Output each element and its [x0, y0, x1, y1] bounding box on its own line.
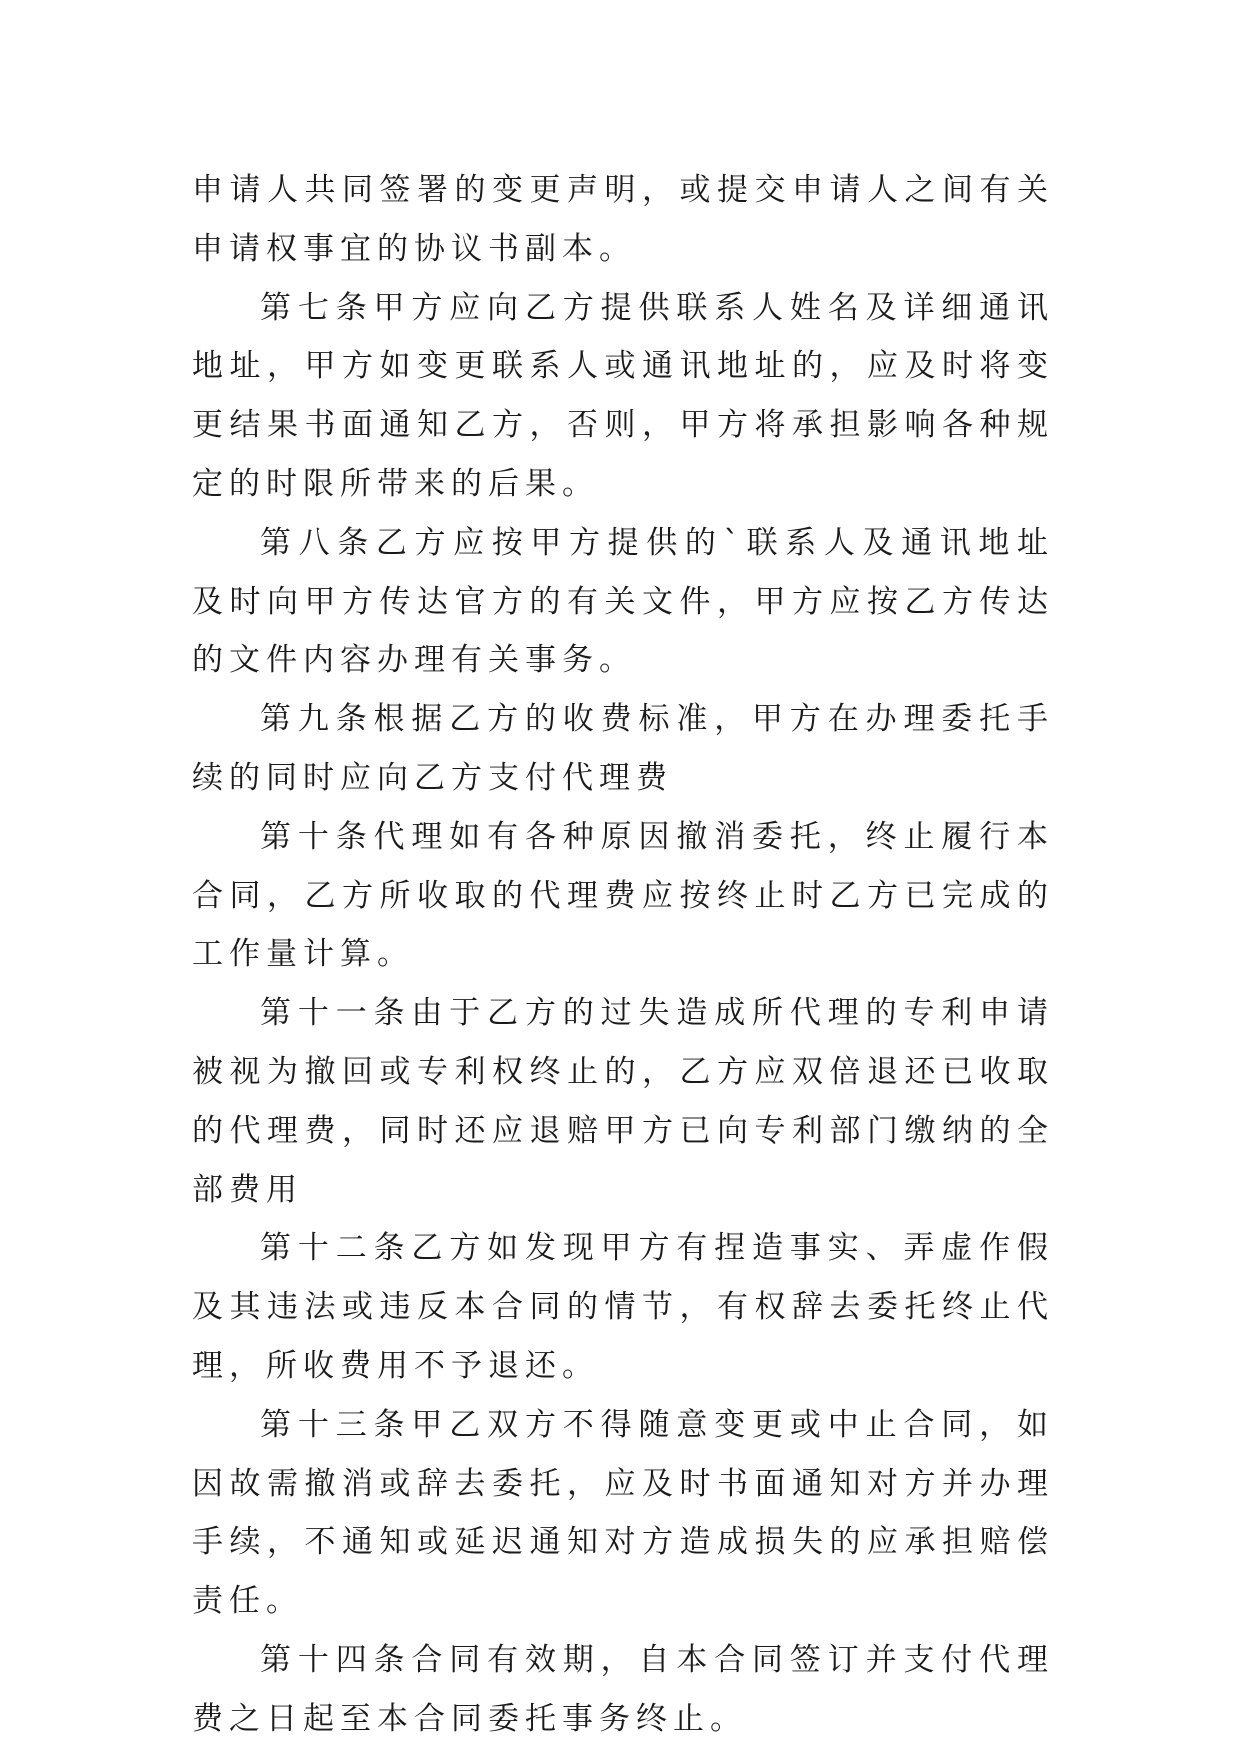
article-14: 第十四条合同有效期，自本合同签订并支付代理费之日起至本合同委托事务终止。 — [192, 1641, 1054, 1737]
paragraph-continuation: 申请人共同签署的变更声明，或提交申请人之间有关申请权事宜的协议书副本。 — [192, 172, 1054, 267]
article-7: 第七条甲方应向乙方提供联系人姓名及详细通讯地址，甲方如变更联系人或通讯地址的，应及时将变更结果书面通知乙方，否则，甲方将承担影响各种规定的时限所带来的后果。 — [192, 289, 1054, 502]
article-13: 第十三条甲乙双方不得随意变更或中止合同，如因故需撤消或辞去委托，应及时书面通知对方并办理手续，不通知或延迟通知对方造成损失的应承担赔偿责任。 — [192, 1406, 1054, 1620]
article-10: 第十条代理如有各种原因撤消委托，终止履行本合同，乙方所收取的代理费应按终止时乙方已完成的工作量计算。 — [192, 818, 1054, 973]
article-8: 第八条乙方应按甲方提供的`联系人及通讯地址及时向甲方传达官方的有关文件，甲方应按乙方传达的文件内容办理有关事务。 — [192, 524, 1054, 679]
document-body — [192, 161, 1054, 1749]
article-11: 第十一条由于乙方的过失造成所代理的专利申请被视为撤回或专利权终止的，乙方应双倍退还已收取的代理费，同时还应退赔甲方已向专利部门缴纳的全部费用 — [192, 995, 1054, 1208]
article-9: 第九条根据乙方的收费标准，甲方在办理委托手续的同时应向乙方支付代理费 — [192, 701, 1054, 796]
article-12: 第十二条乙方如发现甲方有捏造事实、弄虚作假及其违法或违反本合同的情节，有权辞去委托终止代理，所收费用不予退还。 — [192, 1230, 1054, 1384]
